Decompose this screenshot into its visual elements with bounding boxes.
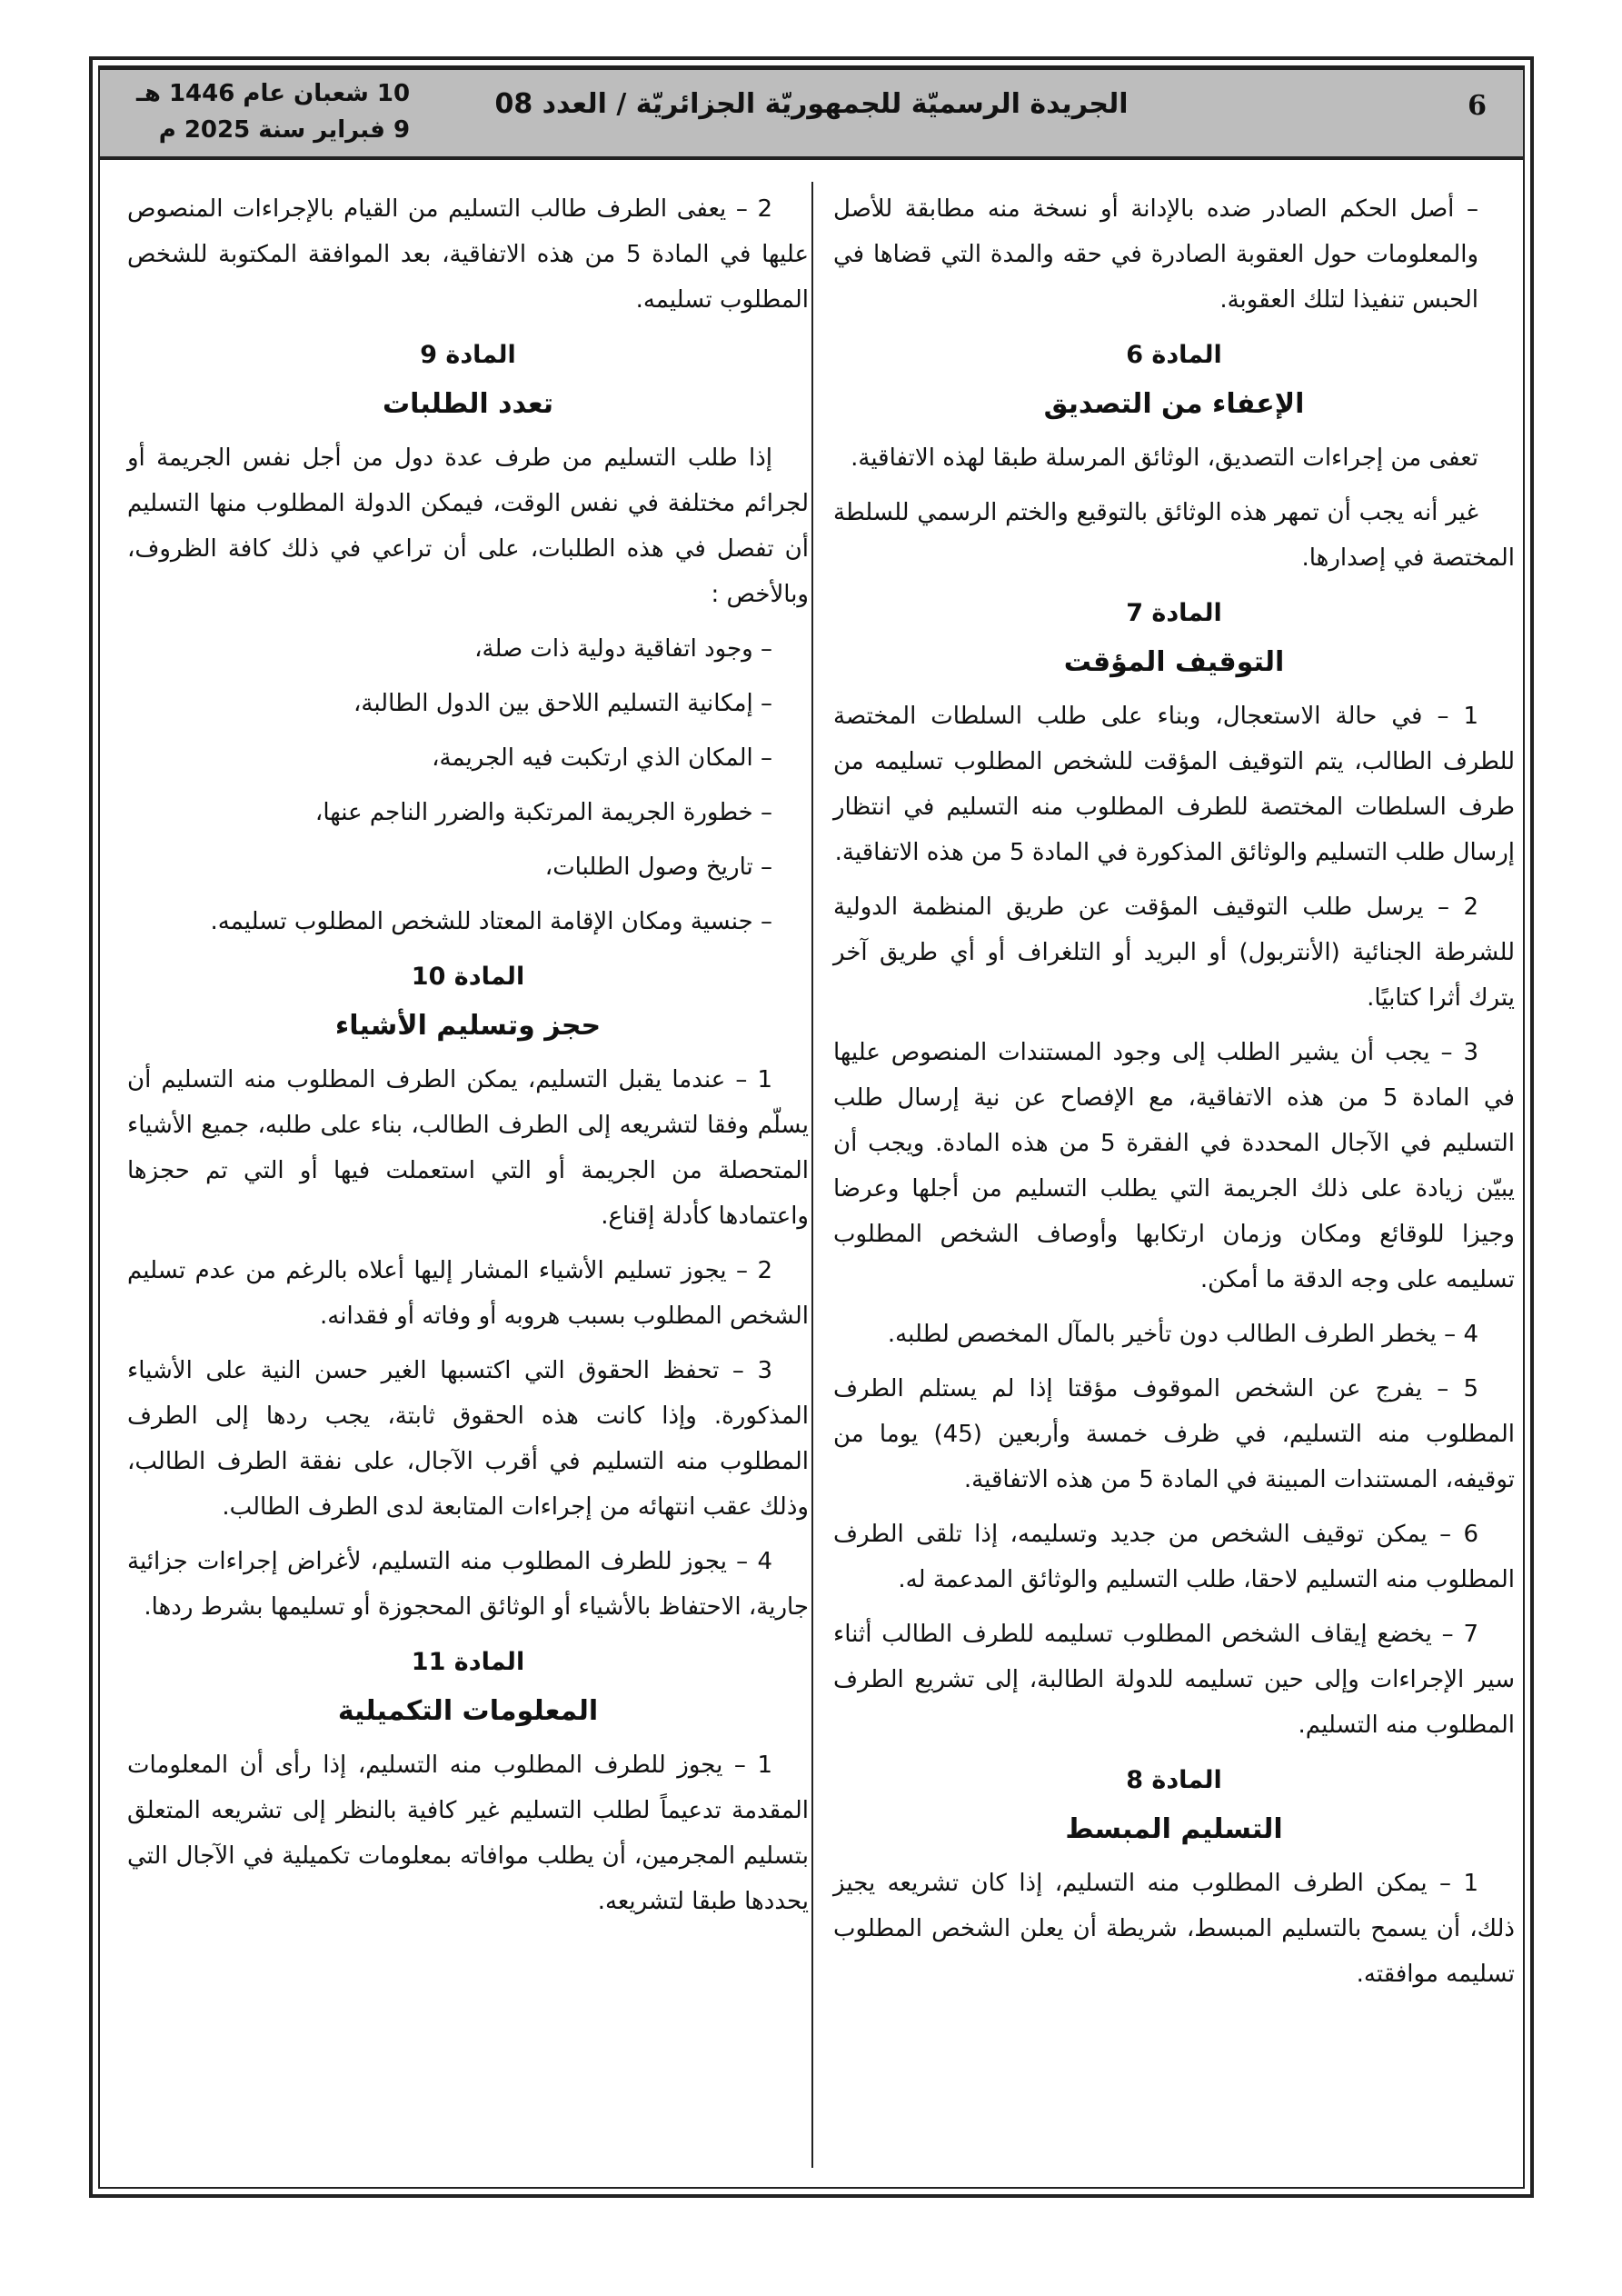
paragraph: – أصل الحكم الصادر ضده بالإدانة أو نسخة منه مطابقة للأصل والمعلومات حول العقوبة الصادرة في حقه والمدة التي قضاها في الحبس تنفيذا لتلك العقوبة. [833, 195, 1478, 314]
paragraph: 7 – يخضع إيقاف الشخص المطلوب تسليمه للطرف الطالب أثناء سير الإجراءات وإلى حين تسليمه للدولة الطالبة، إلى تشريع الطرف المطلوب منه التسليم. [833, 1621, 1515, 1739]
paragraph: إذا طلب التسليم من طرف عدة دول من أجل نفس الجريمة أو لجرائم مختلفة في نفس الوقت، فيمكن الدولة المطلوب منها التسليم أن تفصل في هذه الطلبات، على أن تراعي في ذلك كافة الظروف، وبالأخص : [127, 444, 809, 608]
paragraph: 1 – في حالة الاستعجال، وبناء على طلب السلطات المختصة للطرف الطالب، يتم التوقيف المؤقت للشخص المطلوب تسليمه من طرف السلطات المختصة للطرف المطلوب منه التسليم في انتظار إرسال طلب التسليم والوثائق المذكورة في المادة 5 من هذه الاتفاقية. [833, 703, 1515, 866]
article-title: تعدد الطلبات [382, 388, 554, 420]
article-number: المادة 7 [1126, 599, 1222, 627]
paragraph: 5 – يفرج عن الشخص الموقوف مؤقتا إذا لم يستلم الطرف المطلوب منه التسليم، في ظرف خمسة وأربعين (45) يوما من توقيفه، المستندات المبينة في المادة 5 من هذه الاتفاقية. [833, 1375, 1515, 1493]
article-number: المادة 11 [411, 1648, 525, 1676]
list-item: – وجود اتفاقية دولية ذات صلة، [474, 635, 772, 663]
list-item: – المكان الذي ارتكبت فيه الجريمة، [432, 744, 772, 772]
paragraph: 1 – عندما يقبل التسليم، يمكن الطرف المطلوب منه التسليم أن يسلّم وفقا لتشريعه إلى الطرف الطالب، بناء على طلبه، جميع الأشياء المتحصلة من الجريمة أو التي استعملت فيها أو التي تم حجزها واعتمادها كأدلة إقناع. [127, 1066, 809, 1230]
issue-date [136, 75, 410, 148]
left-column [127, 186, 809, 1933]
paragraph: 4 – يجوز للطرف المطلوب منه التسليم، لأغراض إجراءات جزائية جارية، الاحتفاظ بالأشياء أو الوثائق المحجوزة أو تسليمها بشرط ردها. [127, 1548, 809, 1621]
paragraph: 2 – يعفى الطرف طالب التسليم من القيام بالإجراءات المنصوص عليها في المادة 5 من هذه الاتفاقية، بعد الموافقة المكتوبة للشخص المطلوب تسليمه. [127, 195, 809, 314]
paragraph: 3 – تحفظ الحقوق التي اكتسبها الغير حسن النية على الأشياء المذكورة. وإذا كانت هذه الحقوق ثابتة، يجب ردها إلى الطرف المطلوب منه التسليم في أقرب الآجال، على نفقة الطرف الطالب، وذلك عقب انتهائه من إجراءات المتابعة لدى الطرف الطالب. [127, 1357, 809, 1521]
list-item: – تاريخ وصول الطلبات، [544, 854, 772, 881]
paragraph: 2 – يجوز تسليم الأشياء المشار إليها أعلاه بالرغم من عدم تسليم الشخص المطلوب بسبب هروبه أو وفاته أو فقدانه. [127, 1257, 809, 1330]
paragraph: 1 – يمكن الطرف المطلوب منه التسليم، إذا كان تشريعه يجيز ذلك، أن يسمح بالتسليم المبسط، شريطة أن يعلن الشخص المطلوب تسليمه موافقته. [833, 1870, 1515, 1988]
list-item: – جنسية ومكان الإقامة المعتاد للشخص المطلوب تسليمه. [210, 908, 772, 935]
page-header [100, 67, 1523, 160]
hijri-date: 10 شعبان عام 1446 هـ [136, 80, 411, 107]
gregorian-date: 9 فبراير سنة 2025 م [158, 116, 411, 144]
list-item: – إمكانية التسليم اللاحق بين الدول الطالبة، [353, 690, 772, 717]
article-title: الإعفاء من التصديق [1043, 388, 1305, 420]
article-title: التوقيف المؤقت [1063, 646, 1285, 678]
paragraph: 1 – يجوز للطرف المطلوب منه التسليم، إذا رأى أن المعلومات المقدمة تدعيماً لطلب التسليم غير كافية بالنظر إلى تشريعه المتعلق بتسليم المجرمين، أن يطلب موافاته بمعلومات تكميلية في الآجال التي يحددها طبقا لتشريعه. [127, 1752, 809, 1915]
paragraph: 6 – يمكن توقيف الشخص من جديد وتسليمه، إذا تلقى الطرف المطلوب منه التسليم لاحقا، طلب التسليم والوثائق المدعمة له. [833, 1521, 1515, 1593]
article-title: التسليم المبسط [1065, 1813, 1283, 1845]
paragraph: تعفى من إجراءات التصديق، الوثائق المرسلة طبقا لهذه الاتفاقية. [851, 444, 1478, 472]
page-number: 6 [1468, 90, 1487, 122]
right-column [833, 186, 1515, 2006]
paragraph: 2 – يرسل طلب التوقيف المؤقت عن طريق المنظمة الدولية للشرطة الجنائية (الأنتربول) أو البريد أو التلغراف أو أي طريق آخر يترك أثرا كتابيًا. [833, 893, 1515, 1012]
list-item: – خطورة الجريمة المرتكبة والضرر الناجم عنها، [314, 799, 772, 826]
article-number: المادة 8 [1126, 1766, 1222, 1794]
paragraph: 4 – يخطر الطرف الطالب دون تأخير بالمآل المخصص لطلبه. [887, 1321, 1478, 1348]
paragraph: 3 – يجب أن يشير الطلب إلى وجود المستندات المنصوص عليها في المادة 5 من هذه الاتفاقية، مع الإفصاح عن نية إرسال طلب التسليم في الآجال المحددة في الفقرة 5 من هذه المادة. ويجب أن يبيّن زيادة على ذلك الجريمة التي يطلب التسليم من أجلها وعرضا وجيزا للوقائع ومكان وزمان ارتكابها وأوصاف الشخص المطلوب تسليمه على وجه الدقة ما أمكن. [833, 1039, 1515, 1293]
article-number: المادة 9 [420, 341, 516, 369]
paragraph: غير أنه يجب أن تمهر هذه الوثائق بالتوقيع والختم الرسمي للسلطة المختصة في إصدارها. [833, 499, 1515, 572]
column-divider [811, 182, 813, 2168]
article-number: المادة 10 [411, 963, 525, 991]
article-number: المادة 6 [1126, 341, 1222, 369]
article-title: حجز وتسليم الأشياء [334, 1010, 602, 1042]
gazette-title: الجريدة الرسميّة للجمهوريّة الجزائريّة / العدد 08 [494, 88, 1129, 120]
article-title: المعلومات التكميلية [337, 1695, 599, 1727]
